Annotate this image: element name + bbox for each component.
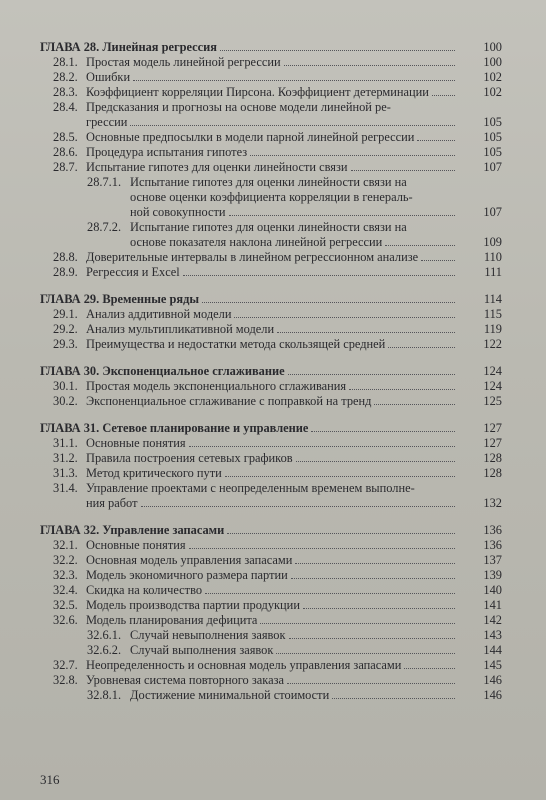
dot-leader <box>250 155 455 156</box>
toc-entry <box>40 379 502 394</box>
section-number: 28.2. <box>53 70 78 84</box>
chapter-number: ГЛАВА 30. <box>40 364 100 378</box>
toc-entry <box>40 175 502 220</box>
toc-line <box>86 379 458 394</box>
section-page: 122 <box>483 337 502 351</box>
section-text <box>40 175 502 220</box>
section-number: 32.5. <box>53 598 78 612</box>
chapter-number: ГЛАВА 32. <box>40 523 100 537</box>
page-number: 316 <box>40 772 60 787</box>
dot-leader <box>432 95 455 96</box>
toc-entry <box>40 322 502 337</box>
section-text <box>40 250 502 265</box>
section-number: 29.2. <box>53 322 78 336</box>
section-title-line: Модель экономичного размера партии <box>86 568 288 582</box>
toc-entry <box>40 583 502 598</box>
section-title-line: Предсказания и прогнозы на основе модели линейной ре- <box>86 100 391 114</box>
dot-leader <box>311 431 455 432</box>
dot-leader <box>332 698 455 699</box>
toc-line <box>86 451 458 466</box>
chapter-heading <box>40 523 502 538</box>
toc-line <box>86 568 458 583</box>
chapter-heading-text <box>40 292 502 307</box>
section-page: 119 <box>483 322 502 336</box>
toc-line <box>130 643 458 658</box>
toc-line <box>86 466 458 481</box>
section-title-line: Достижение минимальной стоимости <box>130 688 330 702</box>
section-number: 32.2. <box>53 553 78 567</box>
chapter-page: 127 <box>483 421 502 435</box>
section-page: 128 <box>483 466 502 480</box>
section-text <box>40 643 502 658</box>
section-text <box>40 538 502 553</box>
section-number: 28.6. <box>53 145 78 159</box>
section-number: 30.2. <box>53 394 78 408</box>
toc-entry <box>40 436 502 451</box>
section-page: 144 <box>483 643 502 657</box>
toc-line <box>130 220 458 235</box>
section-number: 30.1. <box>53 379 78 393</box>
toc-line <box>86 553 458 568</box>
toc-line <box>86 85 458 100</box>
section-number: 28.7. <box>53 160 78 174</box>
section-number: 28.3. <box>53 85 78 99</box>
section-text <box>40 160 502 175</box>
dot-leader <box>417 140 455 141</box>
toc-entry <box>40 466 502 481</box>
section-text <box>40 394 502 409</box>
section-text <box>40 220 502 250</box>
section-title-line: Скидка на количество <box>86 583 203 597</box>
section-title-line: Основная модель управления запасами <box>86 553 293 567</box>
section-title-line: Уровневая система повторного заказа <box>86 673 284 687</box>
toc-line <box>86 115 458 130</box>
toc-entry <box>40 250 502 265</box>
section-text <box>40 598 502 613</box>
dot-leader <box>130 125 455 126</box>
toc-line <box>86 658 458 673</box>
toc-entry <box>40 598 502 613</box>
toc-line <box>130 175 458 190</box>
dot-leader <box>289 638 455 639</box>
toc-line <box>86 70 458 85</box>
toc-entry <box>40 145 502 160</box>
section-text <box>40 85 502 100</box>
toc-line <box>86 322 458 337</box>
section-text <box>40 568 502 583</box>
toc-line <box>86 436 458 451</box>
toc-entry <box>40 643 502 658</box>
section-number: 28.7.1. <box>87 175 122 189</box>
toc-line <box>130 688 458 703</box>
dot-leader <box>303 608 455 609</box>
section-text <box>40 553 502 568</box>
dot-leader <box>374 404 455 405</box>
chapter-title: Сетевое планирование и управление <box>102 421 309 435</box>
section-page: 132 <box>483 496 502 510</box>
toc-entry <box>40 451 502 466</box>
chapter-title-wrap <box>40 421 308 436</box>
section-text <box>40 673 502 688</box>
toc-line <box>40 364 458 379</box>
section-page: 111 <box>484 265 502 279</box>
section-page: 102 <box>483 70 502 84</box>
section-number: 28.4. <box>53 100 78 114</box>
section-text <box>40 145 502 160</box>
dot-leader <box>295 563 455 564</box>
section-number: 31.2. <box>53 451 78 465</box>
section-number: 32.8. <box>53 673 78 687</box>
chapter-title-wrap <box>40 292 199 307</box>
section-text <box>40 688 502 703</box>
toc-entry <box>40 130 502 145</box>
dot-leader <box>229 215 455 216</box>
toc-line <box>86 481 458 496</box>
section-title-line: Основные предпосылки в модели парной линейной регрессии <box>86 130 415 144</box>
toc-entry <box>40 160 502 175</box>
dot-leader <box>349 389 455 390</box>
dot-leader <box>205 593 455 594</box>
section-title-line: Модель производства партии продукции <box>86 598 300 612</box>
section-title-line: Ошибки <box>86 70 131 84</box>
toc-entry <box>40 628 502 643</box>
section-number: 29.3. <box>53 337 78 351</box>
section-title-line: Экспоненциальное сглаживание с поправкой на тренд <box>86 394 372 408</box>
section-text <box>40 379 502 394</box>
section-title-line: Преимущества и недостатки метода скользящей средней <box>86 337 386 351</box>
toc-line <box>130 205 458 220</box>
section-page: 145 <box>483 658 502 672</box>
section-number: 28.9. <box>53 265 78 279</box>
section-text <box>40 583 502 598</box>
section-page: 107 <box>483 205 502 219</box>
toc-entry <box>40 658 502 673</box>
dot-leader <box>291 578 455 579</box>
chapter-title: Экспоненциальное сглаживание <box>102 364 285 378</box>
chapter-title-wrap <box>40 523 224 538</box>
section-number: 28.8. <box>53 250 78 264</box>
toc-line <box>86 337 458 352</box>
dot-leader <box>385 245 455 246</box>
dot-leader <box>141 506 455 507</box>
toc-line <box>86 613 458 628</box>
section-number: 32.3. <box>53 568 78 582</box>
toc-line <box>86 100 458 115</box>
chapter-number: ГЛАВА 29. <box>40 292 100 306</box>
dot-leader <box>225 476 455 477</box>
toc-line <box>86 673 458 688</box>
dot-leader <box>189 548 455 549</box>
section-page: 136 <box>483 538 502 552</box>
section-text <box>40 628 502 643</box>
chapter-title: Управление запасами <box>102 523 225 537</box>
toc-line <box>40 421 458 436</box>
toc-entry <box>40 394 502 409</box>
section-title-line: Испытание гипотез для оценки линейности связи на <box>130 175 407 189</box>
chapter-number: ГЛАВА 31. <box>40 421 100 435</box>
toc-entry <box>40 265 502 280</box>
section-page: 140 <box>483 583 502 597</box>
section-title-line: Управление проектами с неопределенным временем выполне- <box>86 481 415 495</box>
section-title-line: Регрессия и Excel <box>86 265 180 279</box>
section-text <box>40 265 502 280</box>
toc-entry <box>40 613 502 628</box>
section-title-line: ной совокупности <box>130 205 226 219</box>
section-number: 32.6.1. <box>87 628 122 642</box>
toc-entry <box>40 55 502 70</box>
section-page: 110 <box>483 250 502 264</box>
dot-leader <box>287 683 455 684</box>
section-page: 107 <box>483 160 502 174</box>
toc-line <box>40 40 458 55</box>
chapter-heading <box>40 364 502 379</box>
section-title-line: Коэффициент корреляции Пирсона. Коэффициент детерминации <box>86 85 429 99</box>
section-title-line: Основные понятия <box>86 538 186 552</box>
toc-entry <box>40 220 502 250</box>
dot-leader <box>260 623 455 624</box>
section-text <box>40 337 502 352</box>
section-number: 31.4. <box>53 481 78 495</box>
dot-leader <box>234 317 455 318</box>
toc-line <box>86 307 458 322</box>
chapter-title: Линейная регрессия <box>102 40 218 54</box>
toc-entry <box>40 568 502 583</box>
toc-line <box>86 538 458 553</box>
section-text <box>40 466 502 481</box>
section-page: 137 <box>483 553 502 567</box>
section-number: 31.1. <box>53 436 78 450</box>
toc-line <box>86 598 458 613</box>
toc-line <box>130 235 458 250</box>
toc-line <box>86 160 458 175</box>
section-page: 143 <box>483 628 502 642</box>
section-text <box>40 481 502 511</box>
section-number: 32.7. <box>53 658 78 672</box>
dot-leader <box>276 653 455 654</box>
section-page: 142 <box>483 613 502 627</box>
section-number: 28.7.2. <box>87 220 122 234</box>
section-title-line: ния работ <box>86 496 138 510</box>
section-title-line: Неопределенность и основная модель управления запасами <box>86 658 402 672</box>
dot-leader <box>388 347 455 348</box>
toc-entry <box>40 481 502 511</box>
section-title-line: Анализ мультипликативной модели <box>86 322 275 336</box>
chapter-title-wrap <box>40 40 217 55</box>
dot-leader <box>284 65 455 66</box>
chapter-title: Временные ряды <box>102 292 200 306</box>
chapter-page: 136 <box>483 523 502 537</box>
chapter-page: 124 <box>483 364 502 378</box>
toc-entry <box>40 673 502 688</box>
section-title-line: Случай невыполнения заявок <box>130 628 286 642</box>
section-page: 125 <box>483 394 502 408</box>
section-title-line: Случай выполнения заявок <box>130 643 274 657</box>
section-title-line: Модель планирования дефицита <box>86 613 258 627</box>
dot-leader <box>220 50 455 51</box>
section-number: 29.1. <box>53 307 78 321</box>
toc-line <box>86 130 458 145</box>
section-title-line: Доверительные интервалы в линейном регрессионном анализе <box>86 250 419 264</box>
section-title-line: Испытание гипотез для оценки линейности связи на <box>130 220 407 234</box>
section-page: 105 <box>483 130 502 144</box>
section-number: 31.3. <box>53 466 78 480</box>
section-number: 28.5. <box>53 130 78 144</box>
dot-leader <box>202 302 455 303</box>
chapter-number: ГЛАВА 28. <box>40 40 100 54</box>
section-text <box>40 658 502 673</box>
toc-line <box>40 523 458 538</box>
section-page: 146 <box>483 688 502 702</box>
chapter-heading <box>40 292 502 307</box>
section-title-line: грессии <box>86 115 128 129</box>
chapter-heading-text <box>40 523 502 538</box>
toc-line <box>130 190 458 205</box>
toc-line <box>86 55 458 70</box>
chapter-heading-text <box>40 40 502 55</box>
dot-leader <box>277 332 455 333</box>
toc-entry <box>40 100 502 130</box>
section-number: 32.8.1. <box>87 688 122 702</box>
section-number: 32.6.2. <box>87 643 122 657</box>
section-page: 146 <box>483 673 502 687</box>
section-text <box>40 613 502 628</box>
toc-line <box>86 394 458 409</box>
section-title-line: Простая модель экспоненциального сглаживания <box>86 379 347 393</box>
section-title-line: Правила построения сетевых графиков <box>86 451 293 465</box>
dot-leader <box>189 446 455 447</box>
section-number: 28.1. <box>53 55 78 69</box>
toc-entry <box>40 538 502 553</box>
dot-leader <box>296 461 455 462</box>
chapter-heading-text <box>40 364 502 379</box>
section-page: 102 <box>483 85 502 99</box>
section-page: 115 <box>483 307 502 321</box>
section-number: 32.1. <box>53 538 78 552</box>
toc-entry <box>40 688 502 703</box>
chapter-heading <box>40 421 502 436</box>
dot-leader <box>421 260 455 261</box>
section-text <box>40 322 502 337</box>
section-text <box>40 436 502 451</box>
section-title-line: основе показателя наклона линейной регрессии <box>130 235 383 249</box>
section-text <box>40 307 502 322</box>
toc-entry <box>40 337 502 352</box>
toc-line <box>86 250 458 265</box>
section-number: 32.6. <box>53 613 78 627</box>
chapter-page: 100 <box>483 40 502 54</box>
toc-line <box>86 145 458 160</box>
section-title-line: Простая модель линейной регрессии <box>86 55 281 69</box>
section-title-line: Основные понятия <box>86 436 186 450</box>
toc-line <box>40 292 458 307</box>
section-page: 124 <box>483 379 502 393</box>
section-text <box>40 130 502 145</box>
section-text <box>40 100 502 130</box>
dot-leader <box>133 80 455 81</box>
section-title-line: Метод критического пути <box>86 466 222 480</box>
section-text <box>40 451 502 466</box>
section-page: 109 <box>483 235 502 249</box>
section-title-line: основе оценки коэффициента корреляции в генераль- <box>130 190 413 204</box>
dot-leader <box>288 374 455 375</box>
section-page: 105 <box>483 145 502 159</box>
section-page: 128 <box>483 451 502 465</box>
table-of-contents <box>40 40 502 703</box>
section-page: 139 <box>483 568 502 582</box>
section-page: 127 <box>483 436 502 450</box>
chapter-heading-text <box>40 421 502 436</box>
dot-leader <box>183 275 455 276</box>
dot-leader <box>404 668 455 669</box>
toc-line <box>130 628 458 643</box>
toc-entry <box>40 70 502 85</box>
section-text <box>40 70 502 85</box>
toc-entry <box>40 553 502 568</box>
toc-entry <box>40 307 502 322</box>
chapter-page: 114 <box>483 292 502 306</box>
section-page: 141 <box>483 598 502 612</box>
section-page: 105 <box>483 115 502 129</box>
section-title-line: Испытание гипотез для оценки линейности связи <box>86 160 348 174</box>
chapter-title-wrap <box>40 364 285 379</box>
section-title-line: Процедура испытания гипотез <box>86 145 248 159</box>
section-text <box>40 55 502 70</box>
section-title-line: Анализ аддитивной модели <box>86 307 232 321</box>
dot-leader <box>351 170 455 171</box>
toc-line <box>86 265 458 280</box>
toc-line <box>86 496 458 511</box>
dot-leader <box>227 533 455 534</box>
section-number: 32.4. <box>53 583 78 597</box>
toc-entry <box>40 85 502 100</box>
section-page: 100 <box>483 55 502 69</box>
chapter-heading <box>40 40 502 55</box>
toc-line <box>86 583 458 598</box>
